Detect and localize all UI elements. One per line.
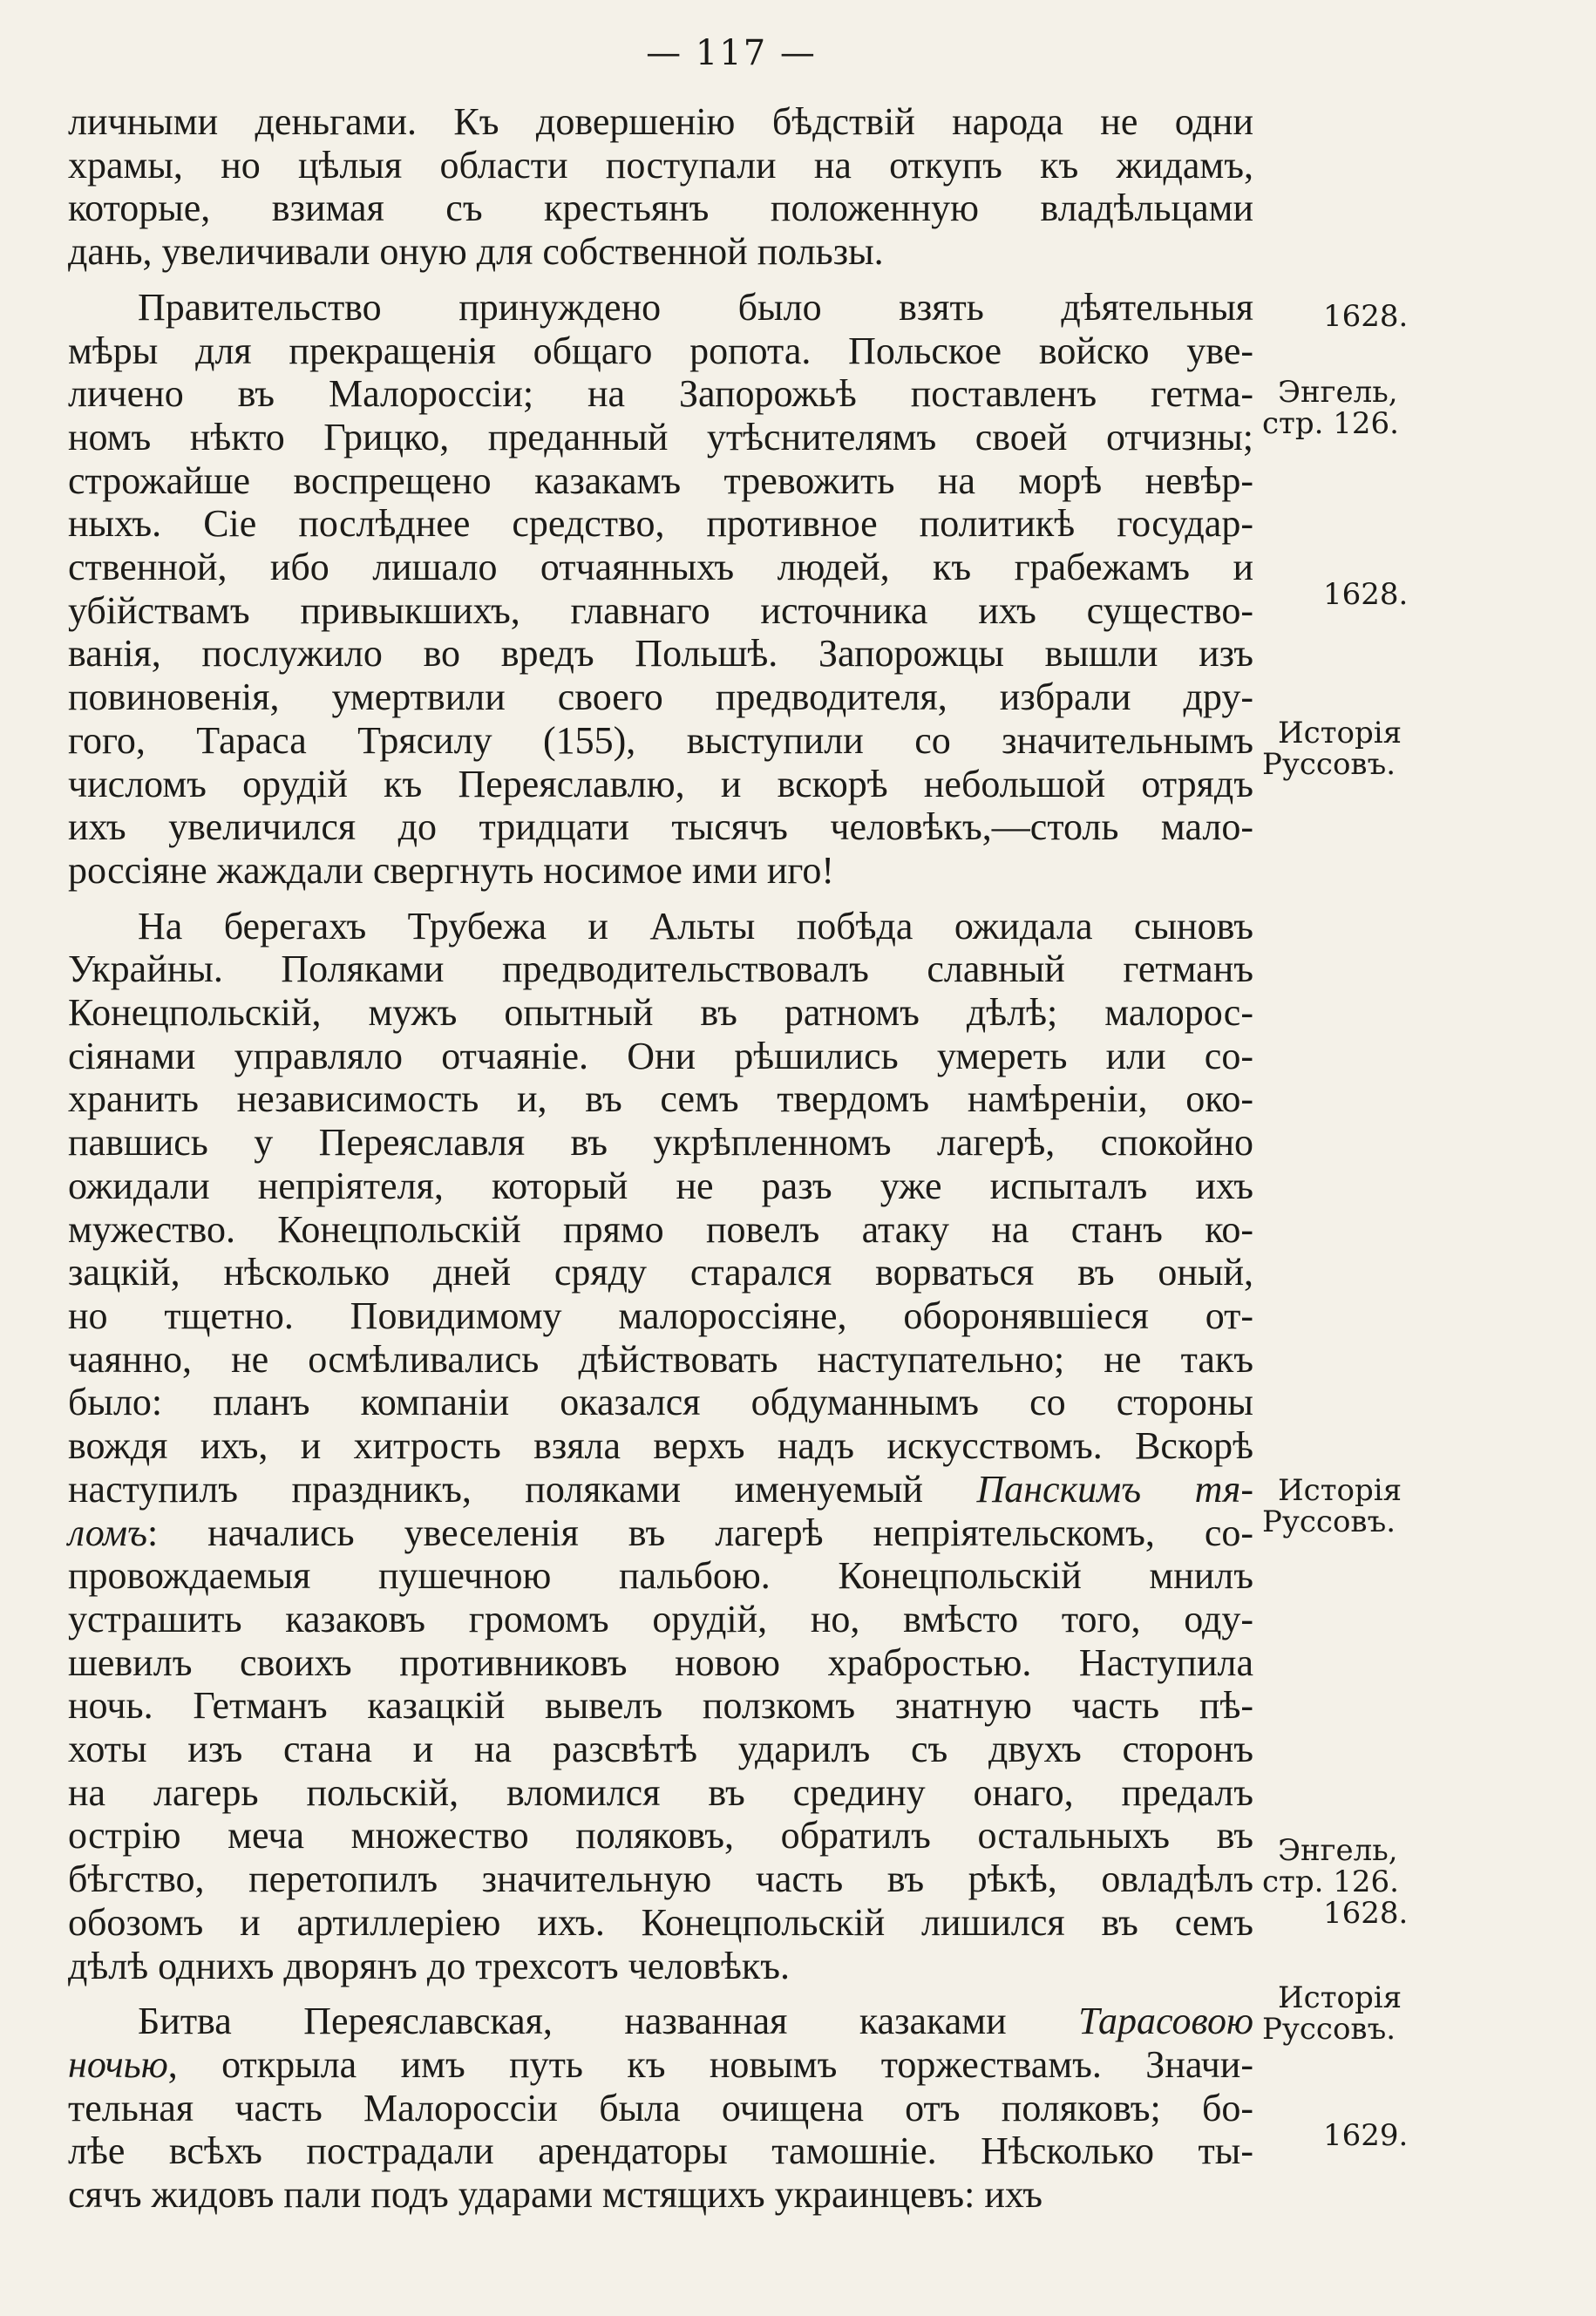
paragraph xyxy=(68,2000,1253,2217)
text-line xyxy=(68,1468,1253,1511)
text-line: дань, увеличивали оную для собственной пользы. xyxy=(68,230,884,274)
text-line: Конецпольскій, мужъ опытный въ ратномъ дѣлѣ; малорос- xyxy=(68,991,1253,1035)
italic-fragment: ночью xyxy=(68,2042,168,2086)
text-line: дѣлѣ однихъ дворянъ до трехсотъ человѣкъ. xyxy=(68,1944,790,1987)
text-line: бѣгство, перетопилъ значительную часть въ рѣкѣ, овладѣлъ xyxy=(68,1858,1253,1901)
text-line: повиновенія, умертвили своего предводителя, избрали дру- xyxy=(68,676,1253,719)
margin-note xyxy=(1262,1835,1408,1929)
text-line: ихъ увеличился до тридцати тысячъ человѣкъ,—столь мало- xyxy=(68,805,1253,849)
margin-note xyxy=(1262,377,1399,439)
text-line: тельная часть Малороссіи была очищена отъ поляковъ; бо- xyxy=(68,2086,1253,2129)
text-line: строжайше воспрещено казакамъ тревожить на морѣ невѣр- xyxy=(68,458,1253,502)
margin-note-line: Руссовъ. xyxy=(1262,747,1396,782)
text-line: ныхъ. Сіе послѣднее средство, противное политикѣ государ- xyxy=(68,502,1253,546)
margin-note-line: 1628. xyxy=(1323,299,1409,334)
margin-note-line: Руссовъ. xyxy=(1262,2012,1396,2047)
text-line: числомъ орудій къ Переяславлю, и вскорѣ небольшой отрядъ xyxy=(68,762,1253,805)
text-line: чаянно, не осмѣливались дѣйствовать наступательно; не такъ xyxy=(68,1337,1253,1381)
text-line: но тщетно. Повидимому малороссіяне, оборонявшіеся от- xyxy=(68,1294,1253,1337)
text-line: гого, Тараса Трясилу (155), выступили со значительнымъ xyxy=(68,718,1253,762)
margin-note xyxy=(1262,1982,1402,2045)
text-line: мужество. Конецпольскій прямо повелъ атаку на станъ ко- xyxy=(68,1207,1253,1251)
text-line: личено въ Малороссіи; на Запорожьѣ поставленъ гетма- xyxy=(68,372,1253,416)
margin-note-line: 1629. xyxy=(1323,2118,1409,2153)
text-line: вождя ихъ, и хитрость взяла верхъ надъ искусствомъ. Вскорѣ xyxy=(68,1424,1253,1468)
text-line: сіянами управляло отчаяніе. Они рѣшились умереть или со- xyxy=(68,1034,1253,1077)
text-line: острію меча множество поляковъ, обратилъ остальныхъ въ xyxy=(68,1814,1253,1858)
text-line: лѣе всѣхъ пострадали арендаторы тамошніе. Нѣсколько ты- xyxy=(68,2129,1253,2173)
margin-note-line: 1628. xyxy=(1323,1896,1409,1931)
text-line: храмы, но цѣлыя области поступали на откупъ къ жидамъ, xyxy=(68,143,1253,187)
text-line: которые, взимая съ крестьянъ положенную владѣльцами xyxy=(68,187,1253,230)
text-line: павшись у Переяславля въ укрѣпленномъ лагерѣ, спокойно xyxy=(68,1121,1253,1165)
text-line: устрашить казаковъ громомъ орудій, но, вмѣсто того, оду- xyxy=(68,1597,1253,1640)
paragraph xyxy=(68,905,1253,1988)
margin-note-line: стр. 126. xyxy=(1262,406,1399,441)
margin-note-line: Энгель, xyxy=(1278,375,1398,410)
page-number: — 117 — xyxy=(646,33,817,73)
text-line: номъ нѣкто Грицко, преданный утѣснителямъ своей отчизны; xyxy=(68,415,1253,458)
text-line xyxy=(68,2000,1253,2043)
text-line: шевилъ своихъ противниковъ новою храбростью. Наступила xyxy=(68,1640,1253,1684)
text-fragment: Битва Переяславская, названная казаками xyxy=(138,2000,1007,2043)
text-line: на лагерь польскій, вломился въ средину онаго, предалъ xyxy=(68,1770,1253,1814)
margin-note xyxy=(1262,301,1408,332)
paragraph xyxy=(68,100,1253,274)
text-line: ственной, ибо лишало отчаянныхъ людей, къ грабежамъ и xyxy=(68,546,1253,589)
text-line: провождаемыя пушечною пальбою. Конецпольскій мнилъ xyxy=(68,1554,1253,1598)
main-text xyxy=(68,100,1253,2229)
text-line: хоты изъ стана и на разсвѣтѣ ударилъ съ двухъ сторонъ xyxy=(68,1728,1253,1771)
margin-note-line: Энгель, xyxy=(1278,1833,1398,1868)
text-line: зацкій, нѣсколько дней сряду старался ворваться въ оный, xyxy=(68,1251,1253,1294)
margin-note xyxy=(1262,717,1402,780)
margin-note xyxy=(1262,1475,1402,1538)
text-line: ожидали непріятеля, который не разъ уже испыталъ ихъ xyxy=(68,1164,1253,1207)
text-line: мѣры для прекращенія общаго ропота. Польское войско уве- xyxy=(68,329,1253,372)
margin-note-line: 1628. xyxy=(1323,577,1409,612)
text-fragment: : начались увеселенія въ лагерѣ непріятельскомъ, со- xyxy=(146,1511,1253,1554)
text-line: личными деньгами. Къ довершенію бѣдствій народа не одни xyxy=(68,100,1253,143)
text-line: сячъ жидовъ пали подъ ударами мстящихъ украинцевъ: ихъ xyxy=(68,2173,1042,2217)
text-line xyxy=(68,2043,1253,2087)
italic-fragment: ломъ xyxy=(68,1511,147,1554)
paragraph xyxy=(68,286,1253,893)
margin-note-line: стр. 126. xyxy=(1262,1864,1399,1899)
margin-note-line: Руссовъ. xyxy=(1262,1504,1396,1539)
text-line: обозомъ и артиллеріею ихъ. Конецпольскій лишился въ семъ xyxy=(68,1900,1253,1944)
italic-fragment: Панскимъ тя- xyxy=(976,1467,1253,1511)
margin-note-line: Исторія xyxy=(1278,1980,1402,2015)
text-line: россіяне жаждали свергнуть носимое ими иго! xyxy=(68,848,835,892)
text-line: убійствамъ привыкшихъ, главнаго источника ихъ существо- xyxy=(68,588,1253,632)
text-line: было: планъ компаніи оказался обдуманнымъ со стороны xyxy=(68,1381,1253,1424)
text-line: Правительство принуждено было взять дѣятельныя xyxy=(138,285,1253,329)
text-line: ночь. Гетманъ казацкій вывелъ ползкомъ знатную часть пѣ- xyxy=(68,1684,1253,1728)
text-line: ванія, послужило во вредъ Польшѣ. Запорожцы вышли изъ xyxy=(68,632,1253,676)
text-line xyxy=(68,1511,1253,1555)
text-fragment: наступилъ праздникъ, поляками именуемый xyxy=(68,1467,923,1511)
italic-fragment: Тарасовою xyxy=(1078,2000,1253,2043)
text-line: На берегахъ Трубежа и Альты побѣда ожидала сыновъ xyxy=(138,904,1253,947)
margin-note xyxy=(1262,2120,1408,2151)
text-line: Украйны. Поляками предводительствовалъ славный гетманъ xyxy=(68,947,1253,991)
margin-note-line: Исторія xyxy=(1278,716,1402,750)
text-fragment: , открыла имъ путь къ новымъ торжествамъ. Значи- xyxy=(167,2042,1253,2086)
margin-note xyxy=(1262,579,1408,610)
margin-note-line: Исторія xyxy=(1278,1473,1402,1508)
text-line: хранить независимость и, въ семъ твердомъ намѣреніи, око- xyxy=(68,1077,1253,1121)
